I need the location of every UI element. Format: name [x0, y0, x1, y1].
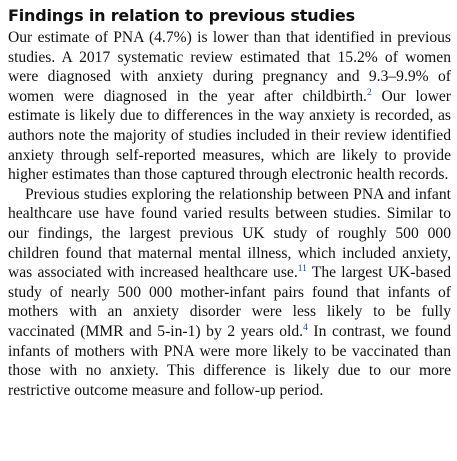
article-section — [8, 6, 451, 400]
paragraph-2-text-a: Previous studies exploring the relationship between PNA and infant healthcare use have found varied results between studies. Similar to our findings, the largest previous UK study of roughly 500 000 children found that maternal mental illness, which included anxiety, was associated with increased healthcare use. — [8, 185, 451, 282]
paragraph-2 — [8, 185, 451, 401]
reference-4[interactable]: 4 — [303, 322, 308, 333]
paragraph-1-text-b: Our lower estimate is likely due to differences in the way anxiety is recorded, as authors note the majority of studies included in their review identified anxiety through self-reported measures, which are likely to provide higher estimates than those captured through electronic health records. — [8, 87, 451, 184]
reference-2[interactable]: 2 — [366, 87, 372, 98]
paragraph-1 — [8, 28, 451, 185]
section-heading: Findings in relation to previous studies — [8, 6, 355, 25]
paragraph-2-text-b: The largest UK-based study of nearly 500 000 mother-infant pairs found that infants of mothers with an anxiety disorder were less likely to be fully vaccinated (MMR and 5-in-1) by 2 years old. — [8, 264, 451, 340]
paragraph-1-text-a: Our estimate of PNA (4.7%) is lower than that identified in previous studies. A 2017 systematic review estimated that 15.2% of women were diagnosed with anxiety during pregnancy and 9.3–9.9% of women were diagnosed in the year after childbirth. — [8, 29, 451, 105]
reference-11[interactable]: 11 — [297, 264, 307, 275]
paragraph-2-text-c: In contrast, we found infants of mothers with PNA were more likely to be vaccinated than those with no anxiety. This difference is likely due to our more restrictive outcome measure and follow-up period. — [8, 322, 451, 399]
